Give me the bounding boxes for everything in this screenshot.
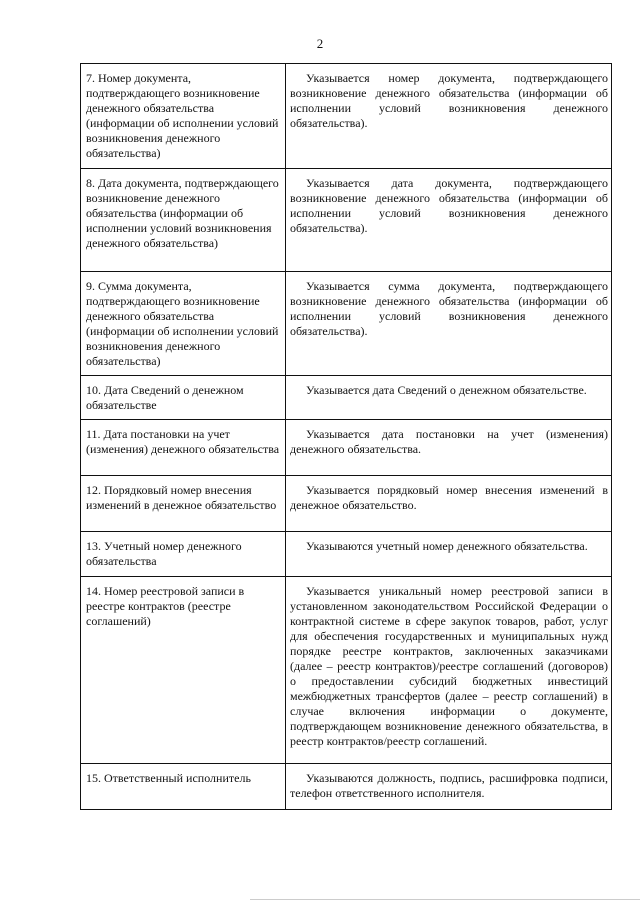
table-row (81, 376, 612, 420)
field-description (286, 271, 612, 376)
field-description-text: Указываются учетный номер денежного обязательства. (306, 539, 588, 554)
field-name: 8. Дата документа, подтверждающего возникновение денежного обязательства (информации об исполнении условий возникновения денежного обязательства) (81, 168, 286, 271)
field-description (286, 576, 612, 763)
field-name: 9. Сумма документа, подтверждающего возникновение денежного обязательства (информации об исполнении условий возникновения денежного обязательства) (81, 271, 286, 376)
field-description-text: Указывается дата постановки на учет (изменения) денежного обязательства. (290, 427, 608, 457)
field-description-text: Указывается номер документа, подтверждающего возникновение денежного обязательства (информации об исполнении условий возникновения денежного обязательства). (290, 71, 608, 131)
field-name: 12. Порядковый номер внесения изменений в денежное обязательство (81, 476, 286, 532)
table-row (81, 532, 612, 576)
table-row (81, 420, 612, 476)
fields-table (80, 63, 612, 810)
table-row (81, 763, 612, 809)
field-name: 13. Учетный номер денежного обязательства (81, 532, 286, 576)
field-description (286, 64, 612, 169)
field-name: 7. Номер документа, подтверждающего возникновение денежного обязательства (информации об исполнении условий возникновения денежного обязательства) (81, 64, 286, 169)
field-description (286, 532, 612, 576)
field-name: 15. Ответственный исполнитель (81, 763, 286, 809)
field-description-text: Указывается уникальный номер реестровой записи в установленном законодательством Российской Федерации о контрактной системе в сфере закупок товаров, работ, услуг для обеспечения государственных и муниципальных нужд порядке реестре контрактов, заключенных заказчиками (далее – реестр контрактов)/реестре соглашений (договоров) о предоставлении субсидий бюджетных инвестиций межбюджетных трансфертов (далее – реестр соглашений) в случае включения информации о документе, подтверждающем возникновение денежного обязательства, в реестр контрактов/реестр соглашений. (290, 583, 608, 749)
table-row (81, 271, 612, 376)
table-row (81, 168, 612, 271)
field-description (286, 420, 612, 476)
field-description (286, 476, 612, 532)
field-name: 14. Номер реестровой записи в реестре контрактов (реестре соглашений) (81, 576, 286, 763)
field-description-text: Указываются должность, подпись, расшифровка подписи, телефон ответственного исполнителя. (290, 770, 608, 800)
table-row (81, 64, 612, 169)
table-row (81, 476, 612, 532)
field-name: 10. Дата Сведений о денежном обязательстве (81, 376, 286, 420)
field-name: 11. Дата постановки на учет (изменения) денежного обязательства (81, 420, 286, 476)
table-row (81, 576, 612, 763)
field-description (286, 763, 612, 809)
field-description-text: Указывается дата документа, подтверждающего возникновение денежного обязательства (информации об исполнении условий возникновения денежного обязательства). (290, 175, 608, 235)
field-description-text: Указывается дата Сведений о денежном обязательстве. (306, 383, 587, 398)
scan-edge-line (250, 899, 640, 900)
page-number: 2 (316, 36, 324, 51)
field-description (286, 168, 612, 271)
field-description (286, 376, 612, 420)
field-description-text: Указывается сумма документа, подтверждающего возникновение денежного обязательства (информации об исполнении условий возникновения денежного обязательства). (290, 278, 608, 338)
field-description-text: Указывается порядковый номер внесения изменений в денежное обязательство. (290, 483, 608, 513)
